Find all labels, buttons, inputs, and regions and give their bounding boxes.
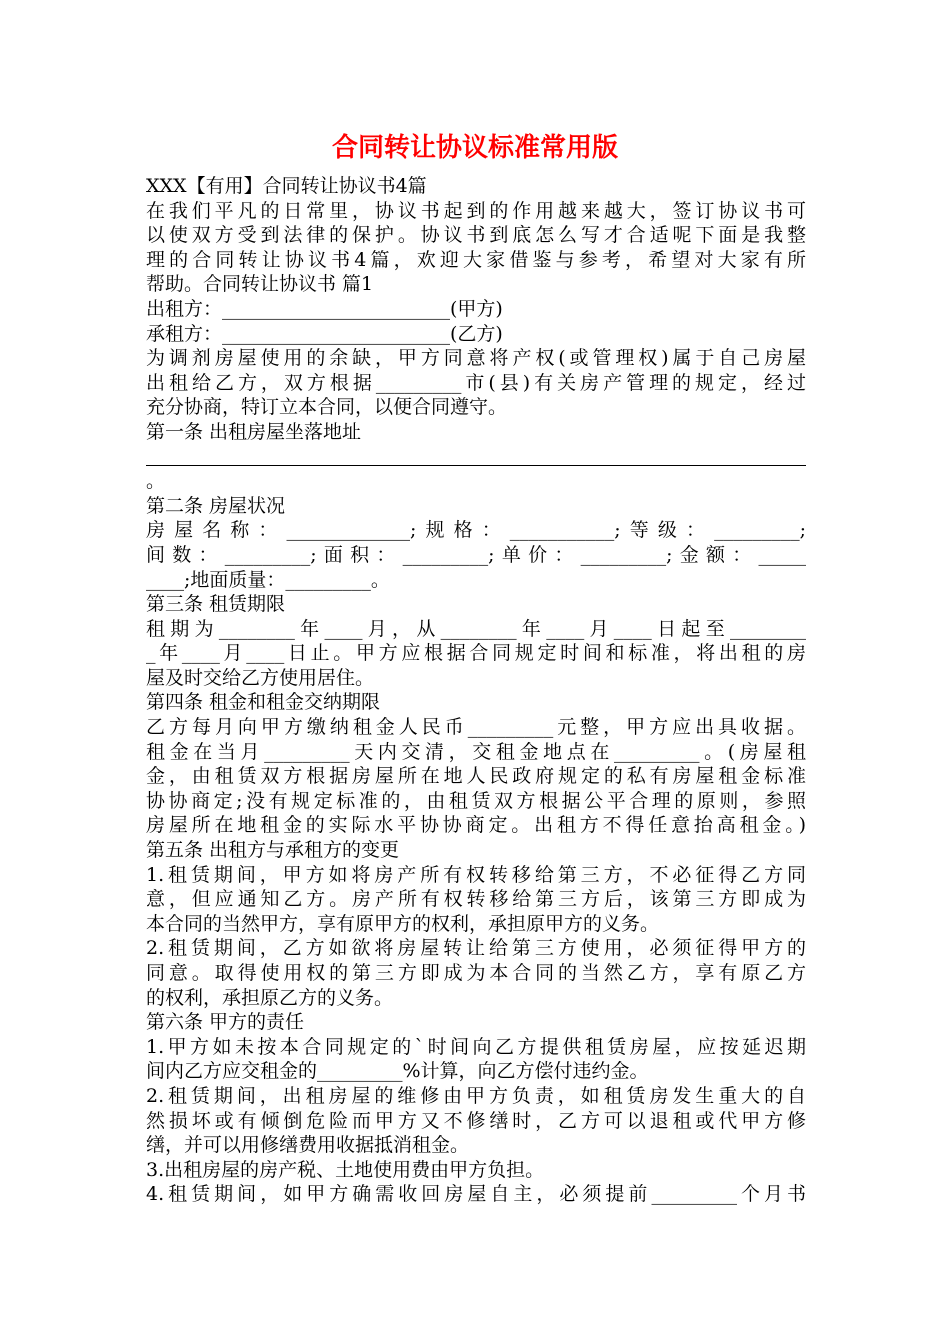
text-line: 金，由租赁双方根据房屋所在地人民政府规定的私有房屋租金标准 <box>146 765 806 788</box>
text-line: 第三条 租赁期限 <box>146 593 286 616</box>
text-line: 意，但应通知乙方。房产所有权转移给第三方后，该第三方即成为 <box>146 888 806 911</box>
document-body <box>146 174 806 1207</box>
text-line: 的权利，承担原乙方的义务。 <box>146 986 394 1009</box>
text-line: 帮助。合同转让协议书 篇1 <box>146 273 374 296</box>
text-line: 第四条 租金和租金交纳期限 <box>146 691 381 714</box>
text-line: 租期为________年____月，从________年____月____日起至________ <box>146 617 806 640</box>
text-line: ____;地面质量：_________。 <box>146 568 390 591</box>
text-line: 为调剂房屋使用的余缺，甲方同意将产权(或管理权)属于自己房屋 <box>146 347 806 370</box>
text-line: 乙方每月向甲方缴纳租金人民币_________元整，甲方应出具收据。 <box>146 716 806 739</box>
text-line: 出租给乙方，双方根据_________市(县)有关房产管理的规定，经过 <box>146 371 806 394</box>
text-line: 第一条 出租房屋坐落地址 <box>146 420 362 443</box>
text-line: 充分协商，特订立本合同，以便合同遵守。 <box>146 396 508 419</box>
document-title: 合同转让协议标准常用版 <box>331 133 618 163</box>
text-line: 间内乙方应交租金的_________%计算，向乙方偿付违约金。 <box>146 1060 649 1083</box>
text-line: 然损坏或有倾倒危险而甲方又不修缮时，乙方可以退租或代甲方修 <box>146 1109 806 1132</box>
text-line: 1.租赁期间，甲方如将房产所有权转移给第三方，不必征得乙方同 <box>146 863 806 886</box>
text-line: 屋及时交给乙方使用居住。 <box>146 666 375 689</box>
text-line: _年____月____日止。甲方应根据合同规定时间和标准，将出租的房 <box>146 642 806 665</box>
text-line: 3.出租房屋的房产税、土地使用费由甲方负担。 <box>146 1158 545 1181</box>
text-line: 缮，并可以用修缮费用收据抵消租金。 <box>146 1134 470 1157</box>
address-blank-line <box>146 445 806 470</box>
text-line: 以使双方受到法律的保护。协议书到底怎么写才合适呢下面是我整 <box>146 224 806 247</box>
text-line: 2.租赁期间，乙方如欲将房屋转让给第三方使用，必须征得甲方的 <box>146 937 806 960</box>
text-line: 同意。取得使用权的第三方即成为本合同的当然乙方，享有原乙方 <box>146 962 806 984</box>
text-line: 出租方：________________________(甲方) <box>146 297 503 320</box>
text-line: 第六条 甲方的责任 <box>146 1011 305 1034</box>
text-line: 在我们平凡的日常里，协议书起到的作用越来越大，签订协议书可 <box>146 199 806 222</box>
text-line: 协协商定;没有规定标准的，由租赁双方根据公平合理的原则，参照 <box>146 789 806 812</box>
text-line: 间数：_________;面积：_________;单价：_________;金额：_____ <box>146 543 806 566</box>
text-line: 第二条 房屋状况 <box>146 494 286 517</box>
text-line: 2.租赁期间，出租房屋的维修由甲方负责，如租赁房发生重大的自 <box>146 1084 806 1107</box>
text-line: 房屋所在地租金的实际水平协协商定。出租方不得任意抬高租金。) <box>146 814 806 837</box>
text-line: 本合同的当然甲方，享有原甲方的权利，承担原甲方的义务。 <box>146 912 660 935</box>
text-line: 承租方：________________________(乙方) <box>146 322 503 345</box>
text-line: 4.租赁期间，如甲方确需收回房屋自主，必须提前_________个月书 <box>146 1183 806 1206</box>
text-line: 理的合同转让协议书4篇，欢迎大家借鉴与参考，希望对大家有所 <box>146 248 806 271</box>
text-line: 。 <box>146 470 166 493</box>
text-line: 租金在当月_________天内交清，交租金地点在_________。(房屋租 <box>146 740 806 763</box>
text-line: 第五条 出租方与承租方的变更 <box>146 839 400 862</box>
text-line: 房屋名称：_____________;规格：___________;等级：_________; <box>146 519 806 542</box>
text-line: XXX【有用】合同转让协议书4篇 <box>146 175 427 197</box>
text-line: 1.甲方如未按本合同规定的`时间向乙方提供租赁房屋，应按延迟期 <box>146 1035 806 1058</box>
